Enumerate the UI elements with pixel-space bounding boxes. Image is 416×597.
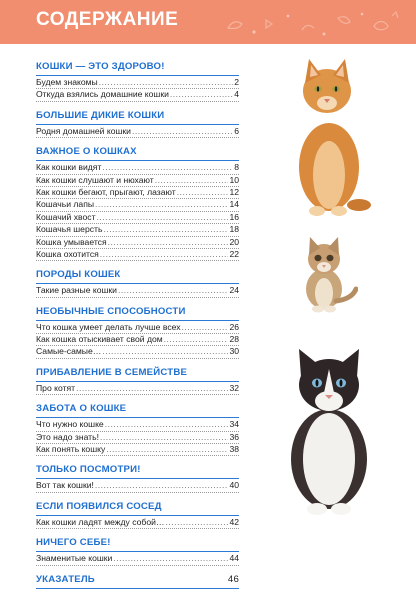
toc-entry [36, 322, 239, 334]
dot-leader [76, 383, 228, 394]
toc-entry [36, 89, 239, 101]
toc-entry-text: Как кошки ладят между собой… [36, 516, 165, 527]
dot-leader [100, 432, 228, 443]
section-title-text: УКАЗАТЕЛЬ [36, 573, 95, 585]
toc-section [36, 501, 239, 529]
kitten-image [296, 235, 358, 313]
toc-section [36, 403, 239, 456]
toc-entry-text: Что кошка умеет делать лучше всех [36, 321, 181, 332]
toc-entry-text: Откуда взялись домашние кошки [36, 89, 169, 100]
page-header [0, 0, 416, 44]
dot-leader [99, 77, 233, 88]
toc-page-number: 14 [229, 199, 239, 210]
black-white-cat-image [279, 347, 380, 517]
toc-page-number: 32 [229, 382, 239, 393]
toc-entry [36, 517, 239, 529]
toc-section [36, 537, 239, 565]
toc-entry [36, 383, 239, 395]
toc-page-number: 38 [229, 444, 239, 455]
toc-entry [36, 199, 239, 211]
toc-page-number: 30 [229, 346, 239, 357]
dot-leader [97, 212, 229, 223]
dot-leader [103, 224, 228, 235]
toc-entry-text: Что нужно кошке [36, 419, 104, 430]
toc-page-number: 24 [229, 285, 239, 296]
toc-page-number: 28 [229, 334, 239, 345]
toc-entry [36, 444, 239, 456]
table-of-contents [36, 61, 239, 597]
toc-page-number: 34 [229, 419, 239, 430]
toc-page-number: 2 [234, 77, 239, 87]
toc-entry-text: Знаменитые кошки [36, 553, 113, 564]
toc-entry-text: Самые-самые… [36, 346, 102, 357]
toc-entry [36, 480, 239, 492]
toc-page-number: 8 [234, 162, 239, 173]
toc-entry-text: Про котят [36, 382, 76, 393]
dot-leader [102, 346, 228, 357]
toc-entry [36, 77, 239, 89]
toc-section [36, 110, 239, 138]
toc-entry-text: Кошка умывается [36, 236, 107, 247]
toc-entry-text: Будем знакомы [36, 77, 98, 87]
toc-page-number: 26 [229, 321, 239, 332]
toc-page-number: 36 [229, 431, 239, 442]
toc-entry [36, 553, 239, 565]
section-title: ПРИБАВЛЕНИЕ В СЕМЕЙСТВЕ [36, 367, 239, 382]
toc-entry [36, 334, 239, 346]
ginger-cat-image [283, 55, 373, 218]
section-title: ЕСЛИ ПОЯВИЛСЯ СОСЕД [36, 501, 239, 516]
dot-leader [95, 480, 229, 491]
section-title: КОШКИ — ЭТО ЗДОРОВО! [36, 61, 239, 76]
section-title: ТОЛЬКО ПОСМОТРИ! [36, 464, 239, 479]
dot-leader [132, 126, 233, 137]
dot-leader [95, 199, 228, 210]
section-page-number: 46 [227, 573, 239, 585]
toc-section [36, 269, 239, 297]
toc-section [36, 367, 239, 395]
toc-entry-text: Как кошки видят [36, 162, 102, 173]
toc-page-number: 4 [234, 89, 239, 100]
toc-section [36, 146, 239, 261]
toc-entry [36, 175, 239, 187]
section-title: НЕОБЫЧНЫЕ СПОСОБНОСТИ [36, 306, 239, 321]
header-decoration-icon [206, 8, 406, 40]
toc-entry-text: Вот так кошки! [36, 480, 94, 491]
toc-entry-text: Это надо знать! [36, 431, 99, 442]
dot-leader [105, 419, 229, 430]
dot-leader [155, 175, 229, 186]
dot-leader [182, 322, 229, 333]
toc-page-number: 40 [229, 480, 239, 491]
toc-entry-text: Как кошки слушают и нюхают [36, 174, 154, 185]
section-title: НИЧЕГО СЕБЕ! [36, 537, 239, 552]
section-title: ЗАБОТА О КОШКЕ [36, 403, 239, 418]
dot-leader [100, 249, 229, 260]
toc-page-number: 6 [234, 125, 239, 136]
toc-entry [36, 432, 239, 444]
toc-page-number: 16 [229, 211, 239, 222]
toc-entry-text: Кошачий хвост [36, 211, 96, 222]
dot-leader [166, 517, 229, 528]
section-title: ПОРОДЫ КОШЕК [36, 269, 239, 284]
dot-leader [108, 237, 229, 248]
toc-entry-text: Кошка охотится [36, 248, 99, 259]
toc-page-number: 10 [229, 174, 239, 185]
toc-entry [36, 346, 239, 358]
toc-page-number: 20 [229, 236, 239, 247]
toc-entry [36, 249, 239, 261]
dot-leader [177, 187, 229, 198]
toc-entry [36, 162, 239, 174]
page-title: СОДЕРЖАНИЕ [36, 9, 179, 30]
toc-page-number: 42 [229, 516, 239, 527]
toc-entry [36, 126, 239, 138]
dot-leader [118, 285, 228, 296]
toc-entry-text: Такие разные кошки [36, 285, 117, 296]
dot-leader [113, 553, 228, 564]
toc-entry [36, 187, 239, 199]
toc-page-number: 12 [229, 186, 239, 197]
dot-leader [170, 89, 233, 100]
section-title: БОЛЬШИЕ ДИКИЕ КОШКИ [36, 110, 239, 125]
toc-section [36, 464, 239, 492]
toc-entry-text: Родня домашней кошки [36, 125, 131, 136]
dot-leader [106, 444, 228, 455]
toc-entry-text: Кошачьи лапы [36, 199, 95, 210]
toc-page-number: 22 [229, 248, 239, 259]
toc-entry [36, 285, 239, 297]
section-title: ВАЖНОЕ О КОШКАХ [36, 146, 239, 161]
toc-section [36, 61, 239, 102]
toc-entry [36, 224, 239, 236]
toc-entry [36, 419, 239, 431]
toc-page-number: 44 [229, 553, 239, 564]
dot-leader [102, 162, 233, 173]
dot-leader [164, 334, 229, 345]
toc-entry-text: Как понять кошку [36, 444, 106, 455]
section-title [36, 574, 239, 589]
toc-entry-text: Кошачья шерсть [36, 224, 103, 235]
toc-section [36, 306, 239, 359]
toc-entry [36, 212, 239, 224]
toc-entry-text: Как кошка отыскивает свой дом [36, 334, 163, 345]
toc-entry-text: Как кошки бегают, прыгают, лазают [36, 186, 176, 197]
toc-section [36, 574, 239, 589]
toc-page-number: 18 [229, 224, 239, 235]
toc-entry [36, 237, 239, 249]
